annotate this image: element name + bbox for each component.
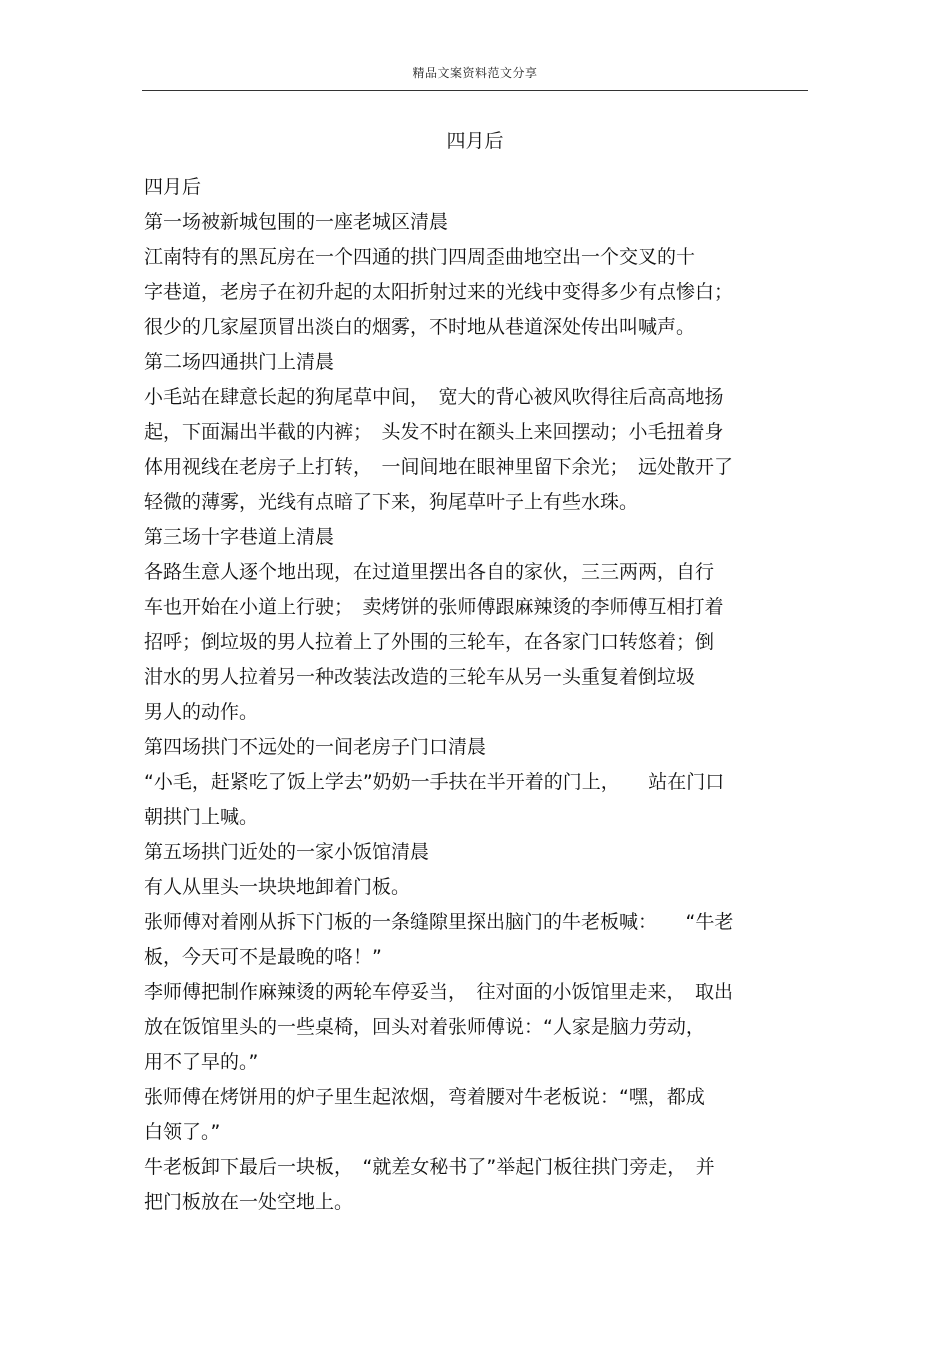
body-line: 轻微的薄雾，光线有点暗了下来，狗尾草叶子上有些水珠。: [144, 491, 639, 513]
body-line: 四月后: [144, 176, 202, 198]
document-body: [144, 172, 808, 1222]
body-line: 张师傅在烤饼用的炉子里生起浓烟，弯着腰对牛老板说：“嘿，都成: [144, 1086, 705, 1108]
body-line: 第五场拱门近处的一家小饭馆清晨: [144, 841, 430, 863]
page-header: 精品文案资料范文分享: [412, 66, 538, 80]
body-line: 各路生意人逐个地出现，在过道里摆出各自的家伙，三三两两，自行: [144, 561, 715, 583]
body-line: “小毛，赶紧吃了饭上学去”奶奶一手扶在半开着的门上， 站在门口: [144, 771, 725, 793]
body-line: 朝拱门上喊。: [144, 806, 259, 828]
body-line: 白领了。”: [144, 1121, 221, 1143]
body-line: 字巷道，老房子在初升起的太阳折射过来的光线中变得多少有点惨白；: [144, 281, 734, 303]
body-line: 放在饭馆里头的一些桌椅，回头对着张师傅说：“人家是脑力劳动，: [144, 1016, 705, 1038]
body-line: 用不了早的。”: [144, 1051, 259, 1073]
body-line: 张师傅对着刚从拆下门板的一条缝隙里探出脑门的牛老板喊： “牛老: [144, 911, 734, 933]
header-divider: [142, 90, 808, 91]
body-line: 李师傅把制作麻辣烫的两轮车停妥当， 往对面的小饭馆里走来， 取出: [144, 981, 734, 1003]
body-line: 第一场被新城包围的一座老城区清晨: [144, 211, 449, 233]
body-line: 牛老板卸下最后一块板， “就差女秘书了”举起门板往拱门旁走， 并: [144, 1156, 715, 1178]
body-line: 车也开始在小道上行驶； 卖烤饼的张师傅跟麻辣烫的李师傅互相打着: [144, 596, 724, 618]
body-line: 男人的动作。: [144, 701, 259, 723]
body-line: 招呼；倒垃圾的男人拉着上了外围的三轮车，在各家门口转悠着；倒: [144, 631, 715, 653]
document-title: 四月后: [446, 130, 504, 152]
body-line: 板，今天可不是最晚的咯！”: [144, 946, 382, 968]
body-line: 小毛站在肆意长起的狗尾草中间， 宽大的背心被风吹得往后高高地扬: [144, 386, 724, 408]
body-line: 起，下面漏出半截的内裤； 头发不时在额头上来回摆动；小毛扭着身: [144, 421, 724, 443]
body-line: 江南特有的黑瓦房在一个四通的拱门四周歪曲地空出一个交叉的十: [144, 246, 696, 268]
body-line: 把门板放在一处空地上。: [144, 1191, 354, 1213]
body-line: 第三场十字巷道上清晨: [144, 526, 335, 548]
body-line: 泔水的男人拉着另一种改装法改造的三轮车从另一头重复着倒垃圾: [144, 666, 696, 688]
body-line: 体用视线在老房子上打转， 一间间地在眼神里留下余光； 远处散开了: [144, 456, 734, 478]
body-line: 第四场拱门不远处的一间老房子门口清晨: [144, 736, 487, 758]
body-line: 第二场四通拱门上清晨: [144, 351, 335, 373]
body-line: 很少的几家屋顶冒出淡白的烟雾，不时地从巷道深处传出叫喊声。: [144, 316, 696, 338]
body-line: 有人从里头一块块地卸着门板。: [144, 876, 411, 898]
